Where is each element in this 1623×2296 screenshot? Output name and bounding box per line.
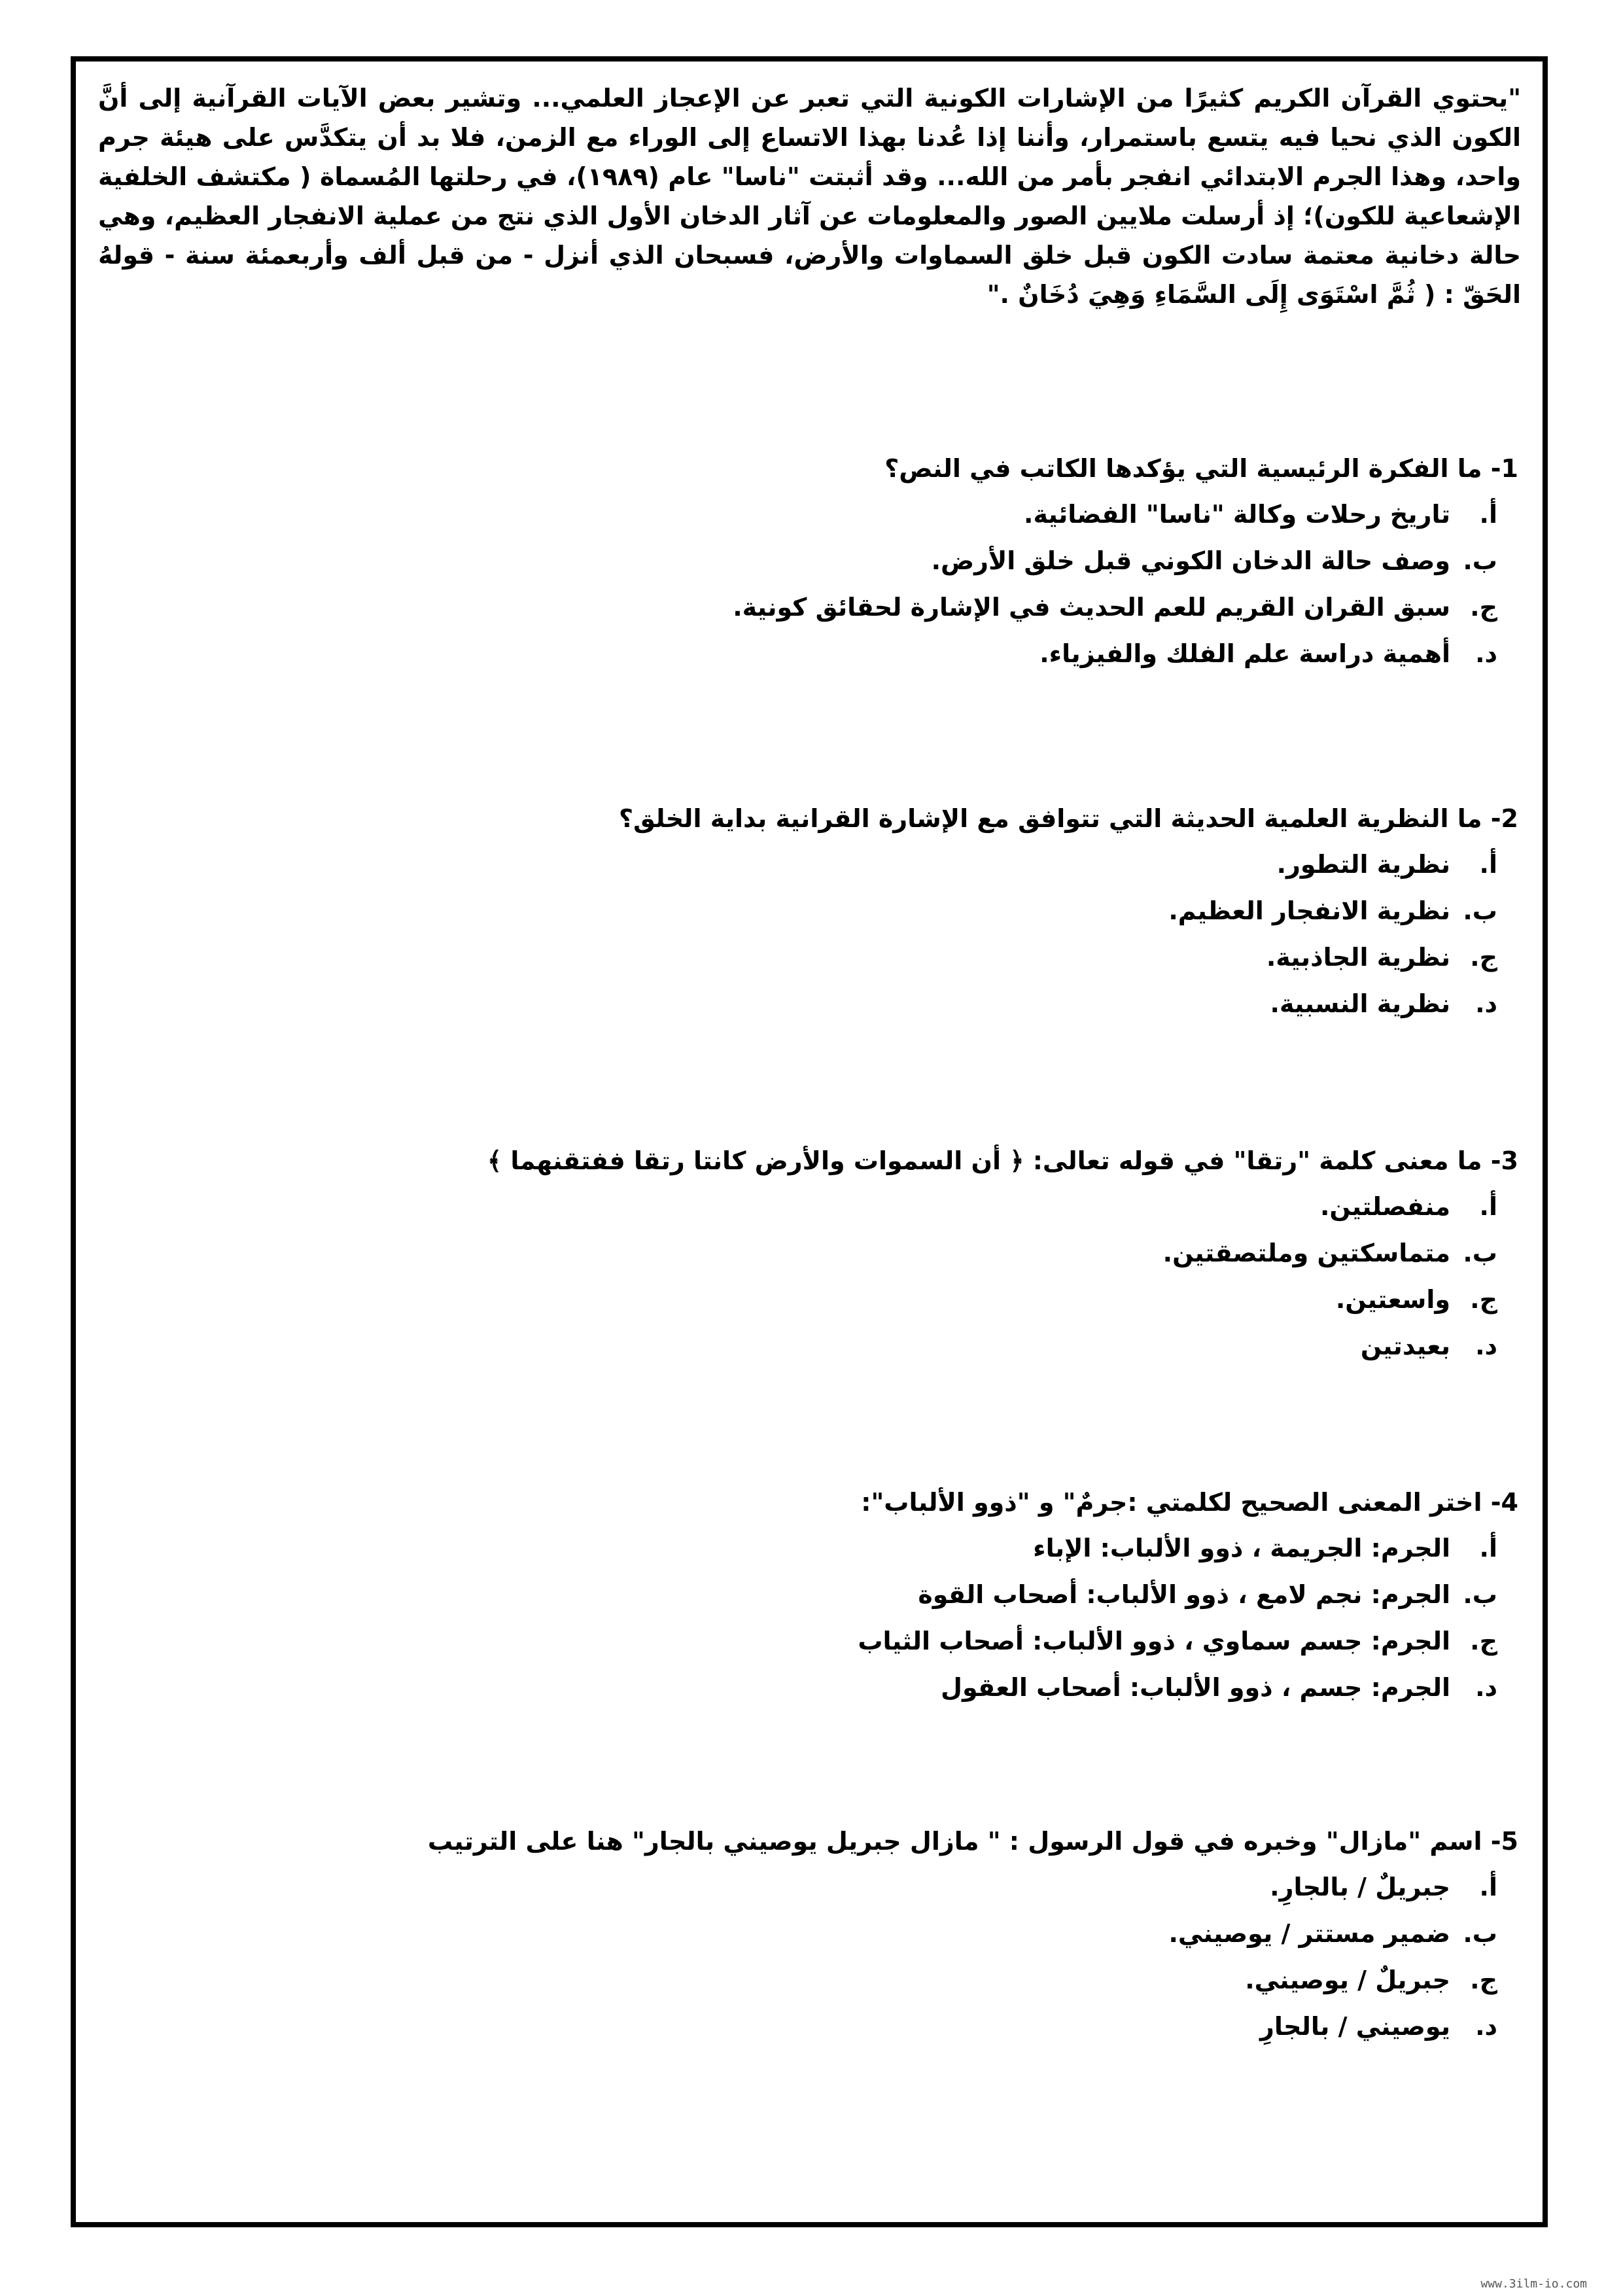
option-text: جبريلٌ / بالجارِ. [1270,1873,1450,1901]
option-text: ضمير مستتر / يوصيني. [1168,1919,1450,1948]
option-letter: ج. [1470,1627,1497,1655]
question-text: 5- اسم "مازال" وخبره في قول الرسول : " مازال جبريل يوصيني بالجار" هنا على الترتيب [427,1827,1518,1856]
option-letter: ج. [1470,593,1497,622]
option-letter: ب. [1463,1239,1497,1267]
option-b[interactable] [131,1578,1497,1624]
options-list [131,847,1518,1033]
option-text: الجرم: جسم ، ذوو الألباب: أصحاب العقول [941,1673,1450,1702]
option-text: نظرية الجاذبية. [1266,943,1450,972]
option-d[interactable] [131,2009,1497,2056]
option-letter: د. [1475,639,1497,668]
option-letter: د. [1475,989,1497,1018]
question-4 [131,1485,1518,1717]
option-c[interactable] [131,590,1497,637]
option-c[interactable] [131,1963,1497,2009]
option-b[interactable] [131,1236,1497,1282]
option-text: الجرم: الجريمة ، ذوو الألباب: الإباء [1033,1534,1450,1563]
option-letter: ب. [1463,546,1497,575]
question-1 [131,451,1518,683]
option-letter: أ. [1479,850,1497,879]
option-a[interactable] [131,1190,1497,1236]
option-letter: د. [1475,1673,1497,1702]
option-letter: ج. [1470,943,1497,972]
option-b[interactable] [131,1916,1497,1963]
option-letter: أ. [1479,1534,1497,1563]
option-text: وصف حالة الدخان الكوني قبل خلق الأرض. [931,546,1450,575]
option-text: الجرم: نجم لامع ، ذوو الألباب: أصحاب القوة [918,1580,1450,1609]
option-b[interactable] [131,894,1497,940]
option-d[interactable] [131,1329,1497,1375]
option-letter: ب. [1463,896,1497,925]
option-text: أهمية دراسة علم الفلك والفيزياء. [1039,639,1450,668]
question-text: 4- اختر المعنى الصحيح لكلمتي :جرمٌ" و "ذوو الألباب": [861,1488,1518,1517]
option-text: يوصيني / بالجارِ [1260,2012,1450,2041]
watermark-url: www.3ilm-io.com [1480,2277,1587,2291]
option-a[interactable] [131,847,1497,894]
reading-passage: "يحتوي القرآن الكريم كثيرًا من الإشارات الكونية التي تعبر عن الإعجاز العلمي... وتشير بعض الآيات القرآنية إلى أنَّ الكون الذي نحيا فيه يتسع باستمرار، وأننا إذا عُدنا بهذا الاتساع إلى الوراء مع الزمن، فلا بد أن يتكدَّس على هيئة جرم واحد، وهذا الجرم الابتدائي انفجر بأمر من الله... وقد أثبتت "ناسا" عام (١٩٨٩)، في رحلتها المُسماة ( مكتشف الخلفية الإشعاعية للكون)؛ إذ أرسلت ملايين الصور والمعلومات عن آثار الدخان الأول الذي نتج من عملية الانفجار العظيم، وهي حالة دخانية معتمة سادت الكون قبل خلق السماوات والأرض، فسبحان الذي أنزل - من قبل ألف وأربعمئة سنة - قولهُ الحَقّ : ( ثُمَّ اسْتَوَى إِلَى السَّمَاءِ وَهِيَ دُخَانٌ ." [98,84,1521,309]
option-letter: ج. [1470,1966,1497,1994]
option-b[interactable] [131,544,1497,590]
option-letter: ب. [1463,1580,1497,1609]
option-text: نظرية التطور. [1276,850,1450,879]
question-2 [131,802,1518,1033]
option-text: نظرية النسبية. [1270,989,1450,1018]
option-text: سبق القران القريم للعم الحديث في الإشارة لحقائق كونية. [733,593,1450,622]
option-letter: أ. [1479,1873,1497,1901]
option-text: الجرم: جسم سماوي ، ذوو الألباب: أصحاب الثياب [858,1627,1450,1655]
option-a[interactable] [131,1870,1497,1916]
option-letter: أ. [1479,500,1497,529]
option-letter: د. [1475,1332,1497,1360]
question-3 [131,1144,1518,1375]
option-letter: ج. [1470,1285,1497,1314]
option-letter: ب. [1463,1919,1497,1948]
option-letter: أ. [1479,1192,1497,1221]
option-text: منفصلتين. [1320,1192,1450,1221]
option-letter: د. [1475,2012,1497,2041]
option-text: متماسكتين وملتصقتين. [1162,1239,1450,1267]
option-text: واسعتين. [1335,1285,1450,1314]
option-text: جبريلٌ / يوصيني. [1245,1966,1450,1994]
options-list [131,1870,1518,2056]
option-c[interactable] [131,940,1497,987]
question-text: 1- ما الفكرة الرئيسية التي يؤكدها الكاتب في النص؟ [884,454,1518,483]
option-d[interactable] [131,1670,1497,1717]
option-d[interactable] [131,987,1497,1033]
options-list [131,1531,1518,1717]
option-text: تاريخ رحلات وكالة "ناسا" الفضائية. [1024,500,1450,529]
option-a[interactable] [131,497,1497,544]
option-text: بعيدتين [1360,1332,1450,1360]
option-c[interactable] [131,1282,1497,1329]
question-text: 3- ما معنى كلمة "رتقا" في قوله تعالى: ﴿ أن السموات والأرض كانتا رتقا ففتقنهما ﴾ [487,1146,1518,1175]
option-d[interactable] [131,637,1497,683]
option-c[interactable] [131,1624,1497,1670]
question-5 [131,1824,1518,2056]
option-a[interactable] [131,1531,1497,1578]
options-list [131,1190,1518,1375]
options-list [131,497,1518,683]
question-text: 2- ما النظرية العلمية الحديثة التي تتوافق مع الإشارة القرانية بداية الخلق؟ [618,804,1518,833]
option-text: نظرية الانفجار العظيم. [1168,896,1450,925]
